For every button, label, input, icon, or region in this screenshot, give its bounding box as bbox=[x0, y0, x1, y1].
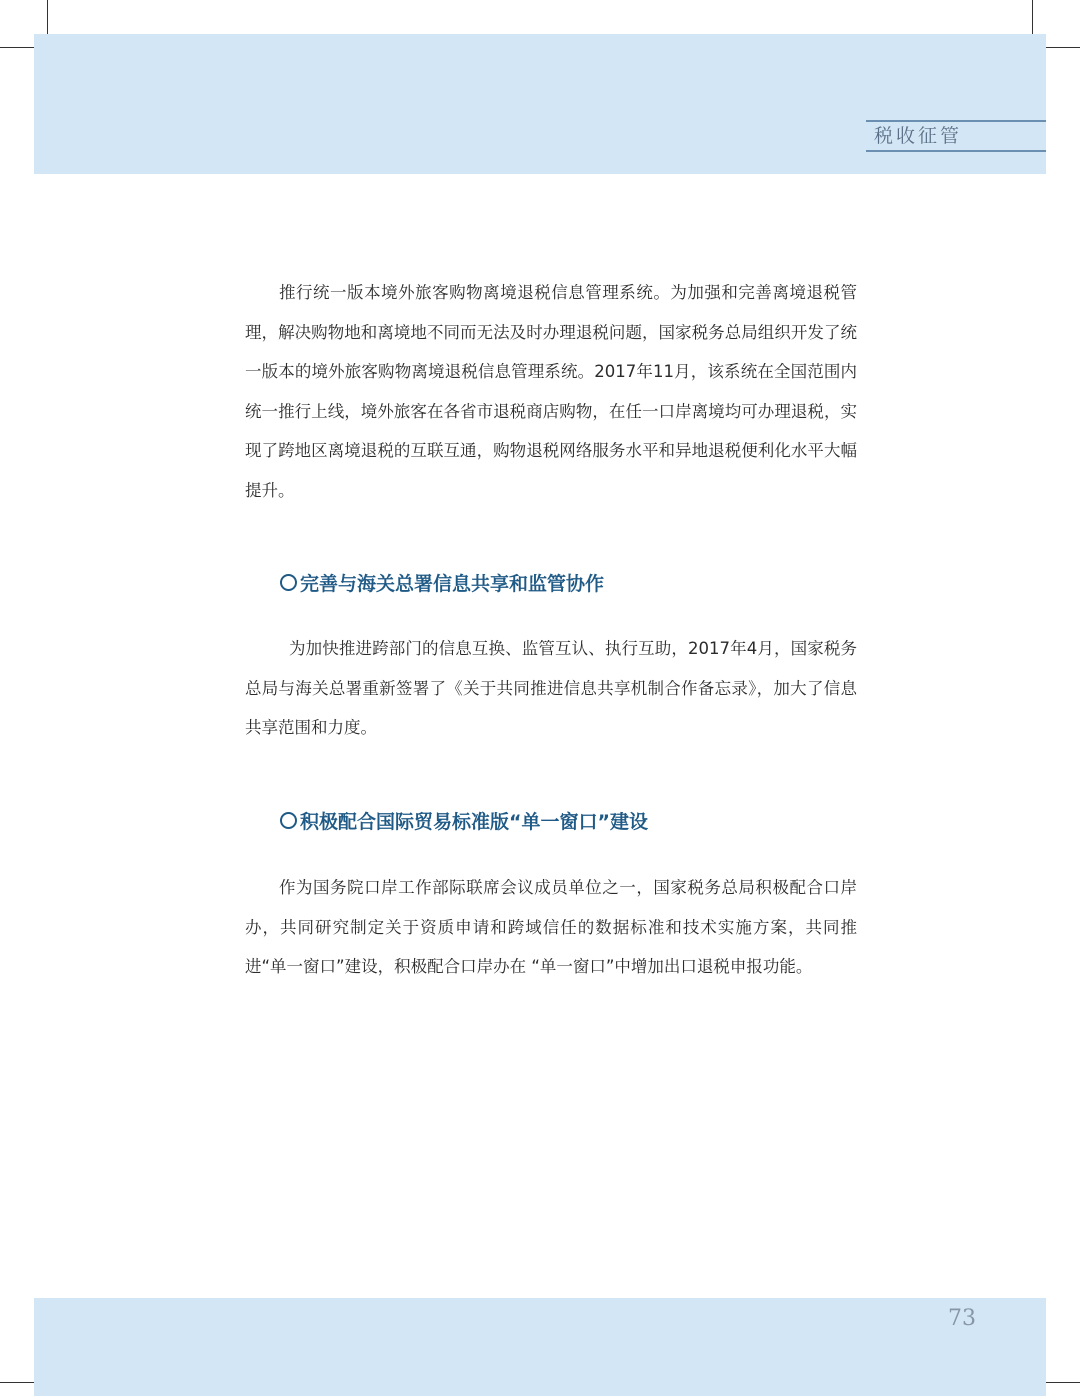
circle-bullet-icon bbox=[280, 812, 297, 829]
paragraph-single-window-construction: 作为国务院口岸工作部际联席会议成员单位之一，国家税务总局积极配合口岸办，共同研究制定关于资质申请和跨域信任的数据标准和技术实施方案，共同推进“单一窗口”建设，积极配合口岸办在 “单一窗口”中增加出口退税申报功能。 bbox=[245, 878, 857, 976]
header-band bbox=[34, 34, 1046, 174]
heading-customs-info-sharing bbox=[280, 571, 604, 597]
circle-bullet-icon bbox=[280, 574, 297, 591]
section-tab-bottom-rule bbox=[866, 150, 1046, 152]
heading-single-window bbox=[280, 809, 648, 835]
footer-band bbox=[34, 1298, 1046, 1396]
paragraph-customs-cooperation: 为加快推进跨部门的信息互换、监管互认、执行互助，2017年4月，国家税务总局与海关总署重新签署了《关于共同推进信息共享机制合作备忘录》，加大了信息共享范围和力度。 bbox=[245, 639, 857, 737]
heading-text: 完善与海关总署信息共享和监管协作 bbox=[300, 573, 605, 595]
heading-text: 积极配合国际贸易标准版“单一窗口”建设 bbox=[300, 811, 648, 833]
crop-mark bbox=[0, 1382, 34, 1383]
crop-mark bbox=[1046, 1382, 1080, 1383]
crop-mark bbox=[47, 0, 48, 34]
section-tab-title: 税收征管 bbox=[874, 125, 963, 147]
page-number: 73 bbox=[948, 1306, 976, 1331]
crop-mark bbox=[1046, 47, 1080, 48]
paragraph-departure-tax-refund-system: 推行统一版本境外旅客购物离境退税信息管理系统。为加强和完善离境退税管理，解决购物地和离境地不同而无法及时办理退税问题，国家税务总局组织开发了统一版本的境外旅客购物离境退税信息管理系统。2017年11月，该系统在全国范围内统一推行上线，境外旅客在各省市退税商店购物，在任一口岸离境均可办理退税，实现了跨地区离境退税的互联互通，购物退税网络服务水平和异地退税便利化水平大幅提升。 bbox=[245, 283, 857, 500]
crop-mark bbox=[0, 47, 34, 48]
section-tab-top-rule bbox=[866, 120, 1046, 122]
crop-mark bbox=[1032, 0, 1033, 34]
